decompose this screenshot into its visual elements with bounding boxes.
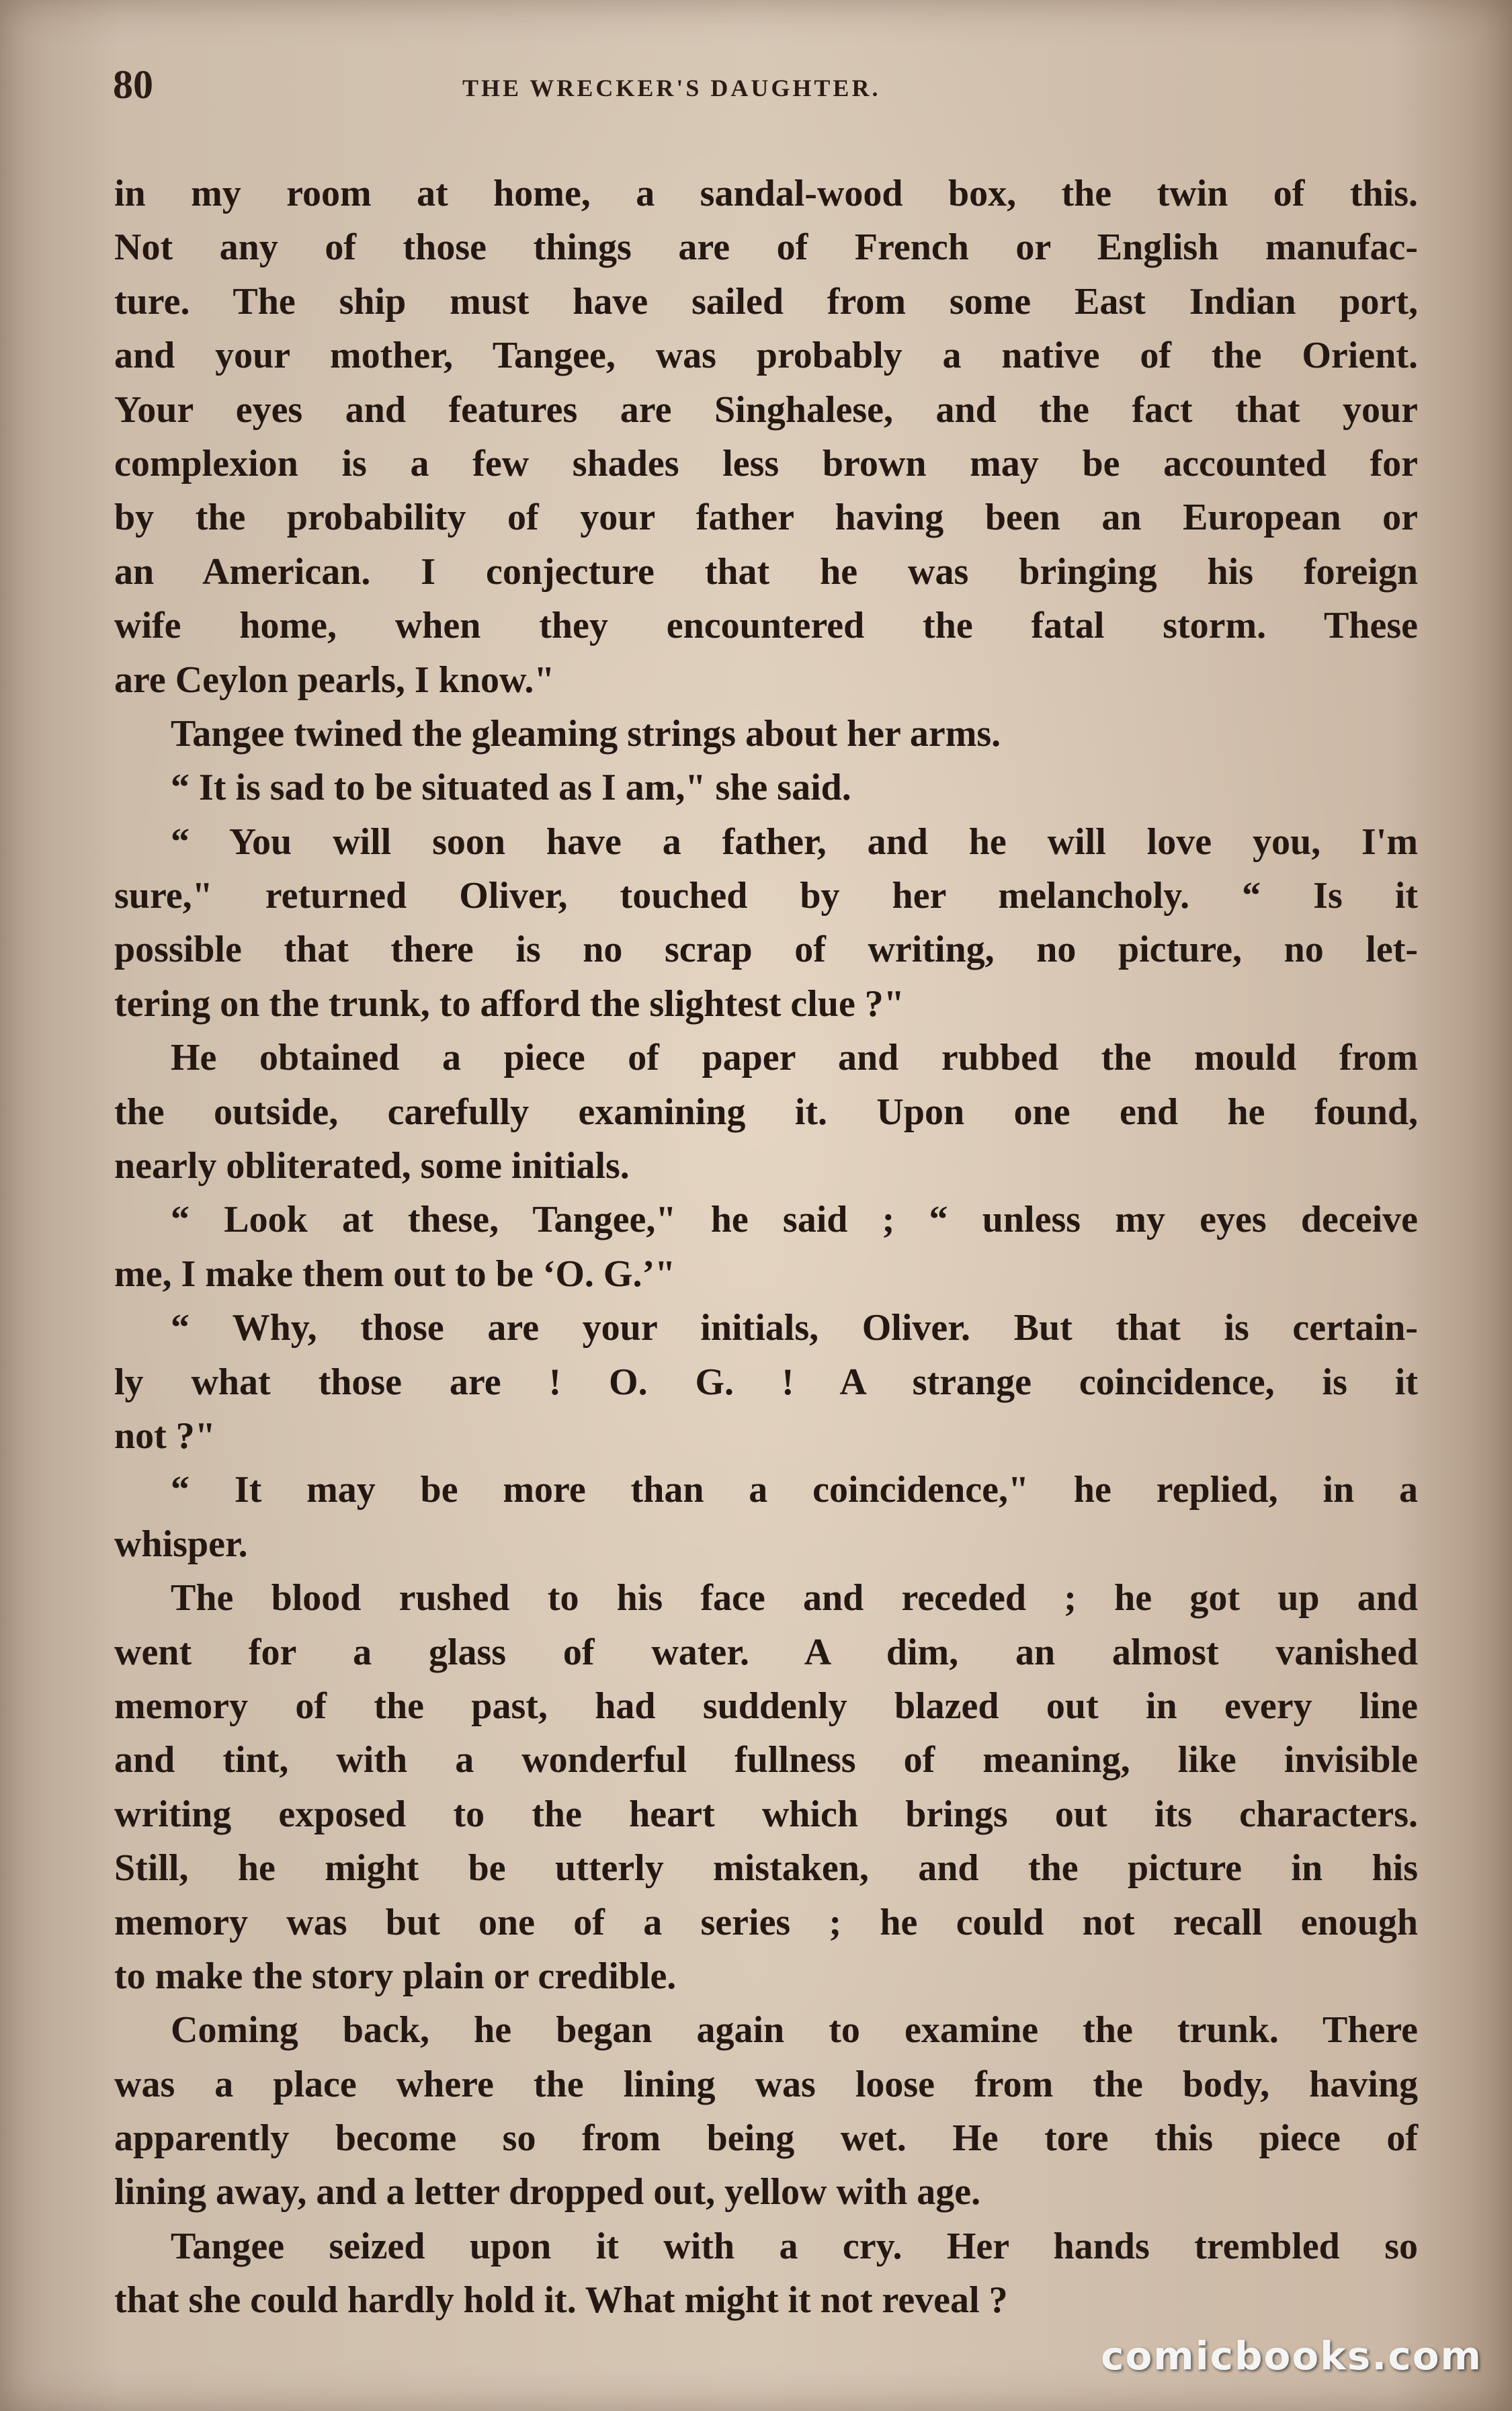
text-line: Coming back, he began again to examine the trunk. There bbox=[171, 2009, 1418, 2052]
text-line: “ Look at these, Tangee," he said ; “ unless my eyes deceive bbox=[171, 1199, 1418, 1241]
text-line: “ It may be more than a coincidence," he replied, in a bbox=[171, 1469, 1418, 1511]
text-line: nearly obliterated, some initials. bbox=[114, 1145, 630, 1187]
page-header bbox=[113, 62, 1423, 122]
text-line: “ It is sad to be situated as I am," she said. bbox=[171, 767, 851, 809]
text-line: Tangee twined the gleaming strings about her arms. bbox=[171, 712, 1001, 755]
text-line: Still, he might be utterly mistaken, and the picture in his bbox=[114, 1847, 1418, 1890]
text-line: complexion is a few shades less brown may be accounted for bbox=[114, 442, 1418, 484]
text-line: sure," returned Oliver, touched by her melancholy. “ Is it bbox=[114, 875, 1418, 917]
page-number: 80 bbox=[113, 62, 153, 107]
text-line: an American. I conjecture that he was bringing his foreign bbox=[114, 550, 1418, 593]
text-line: “ You will soon have a father, and he will love you, I'm bbox=[171, 820, 1418, 863]
text-line: was a place where the lining was loose from the body, having bbox=[114, 2063, 1418, 2105]
text-line: ly what those are ! O. G. ! A strange coincidence, is it bbox=[114, 1361, 1418, 1403]
text-line: lining away, and a letter dropped out, yellow with age. bbox=[114, 2171, 981, 2213]
text-line: memory was but one of a series ; he could not recall enough bbox=[114, 1901, 1418, 1943]
text-line: Your eyes and features are Singhalese, and the fact that your bbox=[114, 388, 1418, 431]
text-line: wife home, when they encountered the fatal storm. These bbox=[114, 605, 1418, 647]
text-line: tering on the trunk, to afford the slightest clue ?" bbox=[114, 982, 905, 1025]
text-line: by the probability of your father having been an European or bbox=[114, 497, 1418, 539]
text-line: the outside, carefully examining it. Upon one end he found, bbox=[114, 1091, 1418, 1133]
running-title: THE WRECKER'S DAUGHTER. bbox=[462, 75, 881, 101]
text-line: whisper. bbox=[114, 1523, 248, 1565]
text-line: to make the story plain or credible. bbox=[114, 1955, 677, 1997]
text-line: not ?" bbox=[114, 1414, 216, 1457]
text-line: “ Why, those are your initials, Oliver. But that is certain- bbox=[171, 1307, 1418, 1349]
watermark: comicbooks.com bbox=[1101, 2333, 1482, 2379]
text-line: went for a glass of water. A dim, an almost vanished bbox=[114, 1631, 1418, 1673]
text-line: Not any of those things are of French or English manufac- bbox=[114, 226, 1418, 269]
text-line: and tint, with a wonderful fullness of meaning, like invisible bbox=[114, 1739, 1418, 1781]
body-text bbox=[114, 167, 1418, 2328]
text-line: that she could hardly hold it. What might it not reveal ? bbox=[114, 2279, 1008, 2322]
text-line: The blood rushed to his face and receded ; he got up and bbox=[171, 1577, 1418, 1619]
text-line: in my room at home, a sandal-wood box, the twin of this. bbox=[114, 173, 1418, 214]
text-line: and your mother, Tangee, was probably a native of the Orient. bbox=[114, 335, 1418, 377]
text-line: are Ceylon pearls, I know." bbox=[114, 659, 555, 701]
text-line: memory of the past, had suddenly blazed out in every line bbox=[114, 1685, 1418, 1727]
text-line: apparently become so from being wet. He tore this piece of bbox=[114, 2117, 1418, 2160]
text-line: Tangee seized upon it with a cry. Her hands trembled so bbox=[171, 2225, 1418, 2267]
text-line: ture. The ship must have sailed from some East Indian port, bbox=[114, 280, 1418, 323]
text-line: writing exposed to the heart which brings out its characters. bbox=[114, 1793, 1418, 1835]
text-line: He obtained a piece of paper and rubbed the mould from bbox=[171, 1037, 1418, 1079]
text-line: me, I make them out to be ‘O. G.’" bbox=[114, 1253, 676, 1295]
text-line: possible that there is no scrap of writing, no picture, no let- bbox=[114, 929, 1418, 971]
